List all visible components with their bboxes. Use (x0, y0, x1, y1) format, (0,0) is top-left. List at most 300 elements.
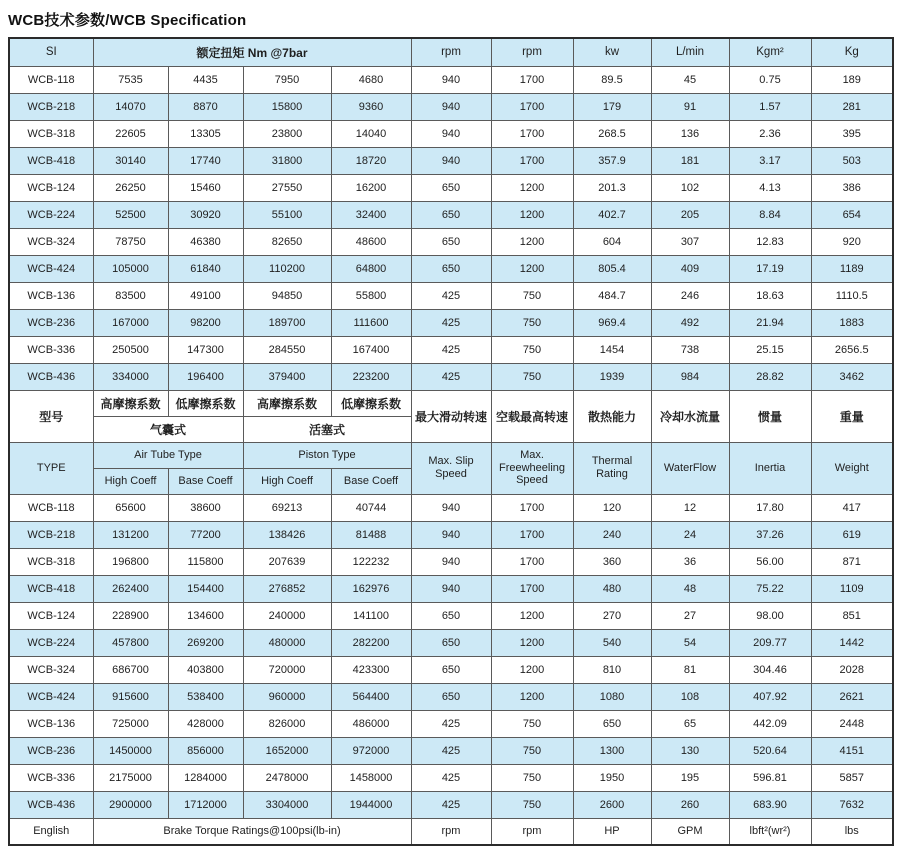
value-cell: 136 (651, 120, 729, 147)
value-cell: 98.00 (729, 602, 811, 629)
value-cell: 69213 (243, 494, 331, 521)
value-cell: 650 (411, 683, 491, 710)
unit-header-cell: L/min (651, 38, 729, 66)
value-cell: 240000 (243, 602, 331, 629)
value-cell: 2900000 (93, 791, 168, 818)
value-cell: 147300 (168, 336, 243, 363)
value-cell: 17.19 (729, 255, 811, 282)
value-cell: 750 (491, 710, 573, 737)
value-cell: 650 (411, 602, 491, 629)
value-cell: 654 (811, 201, 893, 228)
value-cell: 1652000 (243, 737, 331, 764)
value-cell: 425 (411, 737, 491, 764)
value-cell: 1300 (573, 737, 651, 764)
value-cell: 402.7 (573, 201, 651, 228)
value-cell: 120 (573, 494, 651, 521)
value-cell: 15800 (243, 93, 331, 120)
value-cell: 260 (651, 791, 729, 818)
piston-cn-cell: 活塞式 (243, 416, 411, 442)
table-row (9, 548, 893, 575)
value-cell: 61840 (168, 255, 243, 282)
value-cell: 619 (811, 521, 893, 548)
value-cell: 1944000 (331, 791, 411, 818)
value-cell: 246 (651, 282, 729, 309)
value-cell: 1200 (491, 174, 573, 201)
value-cell: 750 (491, 737, 573, 764)
value-cell: 650 (411, 629, 491, 656)
model-cell: WCB-436 (9, 363, 93, 390)
value-cell: 65 (651, 710, 729, 737)
model-cell: WCB-224 (9, 201, 93, 228)
value-cell: 940 (411, 548, 491, 575)
value-cell: 205 (651, 201, 729, 228)
value-cell: 14070 (93, 93, 168, 120)
value-cell: 920 (811, 228, 893, 255)
model-cell: WCB-136 (9, 282, 93, 309)
value-cell: 750 (491, 282, 573, 309)
value-cell: 826000 (243, 710, 331, 737)
table-row (9, 147, 893, 174)
value-cell: 960000 (243, 683, 331, 710)
value-cell: 503 (811, 147, 893, 174)
value-cell: 12 (651, 494, 729, 521)
value-cell: 686700 (93, 656, 168, 683)
value-cell: 28.82 (729, 363, 811, 390)
value-cell: 1442 (811, 629, 893, 656)
value-cell: 3.17 (729, 147, 811, 174)
value-cell: 650 (573, 710, 651, 737)
value-cell: 425 (411, 791, 491, 818)
piston-en-cell: Piston Type (243, 442, 411, 468)
value-cell: 15460 (168, 174, 243, 201)
value-cell: 9360 (331, 93, 411, 120)
value-cell: 1883 (811, 309, 893, 336)
value-cell: 738 (651, 336, 729, 363)
value-cell: 111600 (331, 309, 411, 336)
value-cell: 1200 (491, 228, 573, 255)
value-cell: 4151 (811, 737, 893, 764)
table-row (9, 93, 893, 120)
cn-unit-cell: 冷却水流量 (651, 390, 729, 442)
si-header-cell: SI (9, 38, 93, 66)
value-cell: 30920 (168, 201, 243, 228)
value-cell: 334000 (93, 363, 168, 390)
value-cell: 94850 (243, 282, 331, 309)
mid-header-section (9, 390, 893, 494)
table-row (9, 575, 893, 602)
value-cell: 940 (411, 521, 491, 548)
en-unit-cell: Inertia (729, 442, 811, 494)
value-cell: 1200 (491, 683, 573, 710)
english-label-cell: English (9, 818, 93, 845)
value-cell: 131200 (93, 521, 168, 548)
value-cell: 138426 (243, 521, 331, 548)
value-cell: 228900 (93, 602, 168, 629)
value-cell: 46380 (168, 228, 243, 255)
en-unit-cell: Weight (811, 442, 893, 494)
value-cell: 805.4 (573, 255, 651, 282)
value-cell: 425 (411, 336, 491, 363)
value-cell: 484.7 (573, 282, 651, 309)
low-coeff-cn-cell: 低摩擦系数 (331, 390, 411, 416)
value-cell: 82650 (243, 228, 331, 255)
value-cell: 1700 (491, 548, 573, 575)
value-cell: 520.64 (729, 737, 811, 764)
value-cell: 37.26 (729, 521, 811, 548)
low-coeff-cn-cell: 低摩擦系数 (168, 390, 243, 416)
value-cell: 81488 (331, 521, 411, 548)
value-cell: 1700 (491, 521, 573, 548)
value-cell: 395 (811, 120, 893, 147)
value-cell: 40744 (331, 494, 411, 521)
value-cell: 1284000 (168, 764, 243, 791)
value-cell: 268.5 (573, 120, 651, 147)
value-cell: 750 (491, 764, 573, 791)
value-cell: 1939 (573, 363, 651, 390)
model-cell: WCB-118 (9, 66, 93, 93)
value-cell: 480000 (243, 629, 331, 656)
value-cell: 89.5 (573, 66, 651, 93)
value-cell: 110200 (243, 255, 331, 282)
base-coeff-en-cell: Base Coeff (168, 468, 243, 494)
value-cell: 27550 (243, 174, 331, 201)
value-cell: 122232 (331, 548, 411, 575)
top-header-row (9, 38, 893, 66)
value-cell: 189 (811, 66, 893, 93)
value-cell: 3462 (811, 363, 893, 390)
unit-header-cell: Kgm² (729, 38, 811, 66)
value-cell: 134600 (168, 602, 243, 629)
value-cell: 379400 (243, 363, 331, 390)
value-cell: 940 (411, 147, 491, 174)
model-cell: WCB-124 (9, 602, 93, 629)
value-cell: 276852 (243, 575, 331, 602)
value-cell: 55800 (331, 282, 411, 309)
value-cell: 1200 (491, 629, 573, 656)
value-cell: 650 (411, 201, 491, 228)
brake-torque-ratings-cell: Brake Torque Ratings@100psi(lb-in) (93, 818, 411, 845)
value-cell: 54 (651, 629, 729, 656)
value-cell: 2448 (811, 710, 893, 737)
value-cell: 8870 (168, 93, 243, 120)
value-cell: 26250 (93, 174, 168, 201)
value-cell: 1458000 (331, 764, 411, 791)
table-row (9, 521, 893, 548)
value-cell: 425 (411, 282, 491, 309)
value-cell: 940 (411, 66, 491, 93)
si-data-section (9, 66, 893, 390)
value-cell: 5857 (811, 764, 893, 791)
value-cell: 425 (411, 764, 491, 791)
value-cell: 2028 (811, 656, 893, 683)
table-row (9, 336, 893, 363)
value-cell: 48600 (331, 228, 411, 255)
value-cell: 12.83 (729, 228, 811, 255)
value-cell: 2478000 (243, 764, 331, 791)
value-cell: 1712000 (168, 791, 243, 818)
value-cell: 64800 (331, 255, 411, 282)
wcb-specification-table (8, 37, 894, 846)
table-row (9, 710, 893, 737)
value-cell: 282200 (331, 629, 411, 656)
en-unit-cell: WaterFlow (651, 442, 729, 494)
value-cell: 98200 (168, 309, 243, 336)
rated-torque-header-cell: 额定扭矩 Nm @7bar (93, 38, 411, 66)
value-cell: 940 (411, 494, 491, 521)
value-cell: 154400 (168, 575, 243, 602)
value-cell: 810 (573, 656, 651, 683)
value-cell: 480 (573, 575, 651, 602)
model-cell: WCB-424 (9, 255, 93, 282)
value-cell: 1200 (491, 201, 573, 228)
value-cell: 141100 (331, 602, 411, 629)
value-cell: 22605 (93, 120, 168, 147)
value-cell: 940 (411, 93, 491, 120)
table-row (9, 737, 893, 764)
value-cell: 83500 (93, 282, 168, 309)
value-cell: 1700 (491, 93, 573, 120)
value-cell: 1700 (491, 120, 573, 147)
table-row (9, 629, 893, 656)
value-cell: 307 (651, 228, 729, 255)
model-cell: WCB-424 (9, 683, 93, 710)
value-cell: 223200 (331, 363, 411, 390)
value-cell: 984 (651, 363, 729, 390)
value-cell: 1.57 (729, 93, 811, 120)
air-tube-cn-cell: 气囊式 (93, 416, 243, 442)
value-cell: 115800 (168, 548, 243, 575)
value-cell: 357.9 (573, 147, 651, 174)
value-cell: 81 (651, 656, 729, 683)
unit-cell: lbft²(wr²) (729, 818, 811, 845)
value-cell: 2656.5 (811, 336, 893, 363)
value-cell: 102 (651, 174, 729, 201)
unit-cell: HP (573, 818, 651, 845)
bottom-header-section (9, 818, 893, 845)
value-cell: 48 (651, 575, 729, 602)
value-cell: 56.00 (729, 548, 811, 575)
value-cell: 0.75 (729, 66, 811, 93)
value-cell: 30140 (93, 147, 168, 174)
cn-unit-cell: 最大滑动转速 (411, 390, 491, 442)
value-cell: 2600 (573, 791, 651, 818)
table-row (9, 764, 893, 791)
unit-cell: rpm (491, 818, 573, 845)
table-row (9, 656, 893, 683)
model-cell: WCB-118 (9, 494, 93, 521)
value-cell: 3304000 (243, 791, 331, 818)
value-cell: 284550 (243, 336, 331, 363)
value-cell: 940 (411, 120, 491, 147)
value-cell: 403800 (168, 656, 243, 683)
value-cell: 486000 (331, 710, 411, 737)
model-cell: WCB-324 (9, 656, 93, 683)
value-cell: 7632 (811, 791, 893, 818)
value-cell: 596.81 (729, 764, 811, 791)
value-cell: 2175000 (93, 764, 168, 791)
value-cell: 196800 (93, 548, 168, 575)
value-cell: 650 (411, 656, 491, 683)
model-cell: WCB-218 (9, 93, 93, 120)
value-cell: 407.92 (729, 683, 811, 710)
value-cell: 650 (411, 174, 491, 201)
value-cell: 45 (651, 66, 729, 93)
value-cell: 425 (411, 710, 491, 737)
value-cell: 207639 (243, 548, 331, 575)
value-cell: 750 (491, 309, 573, 336)
value-cell: 683.90 (729, 791, 811, 818)
value-cell: 91 (651, 93, 729, 120)
model-cell: WCB-436 (9, 791, 93, 818)
value-cell: 262400 (93, 575, 168, 602)
value-cell: 1200 (491, 656, 573, 683)
value-cell: 386 (811, 174, 893, 201)
value-cell: 167000 (93, 309, 168, 336)
unit-cell: rpm (411, 818, 491, 845)
en-unit-cell: Thermal Rating (573, 442, 651, 494)
cn-unit-cell: 空载最高转速 (491, 390, 573, 442)
value-cell: 31800 (243, 147, 331, 174)
table-row (9, 174, 893, 201)
model-cell: WCB-418 (9, 575, 93, 602)
value-cell: 750 (491, 363, 573, 390)
value-cell: 189700 (243, 309, 331, 336)
cn-coeff-header-row (9, 390, 893, 416)
value-cell: 209.77 (729, 629, 811, 656)
value-cell: 196400 (168, 363, 243, 390)
value-cell: 425 (411, 309, 491, 336)
value-cell: 162976 (331, 575, 411, 602)
value-cell: 21.94 (729, 309, 811, 336)
table-row (9, 363, 893, 390)
value-cell: 1189 (811, 255, 893, 282)
en-type-header-row (9, 442, 893, 468)
table-row (9, 282, 893, 309)
value-cell: 417 (811, 494, 893, 521)
value-cell: 492 (651, 309, 729, 336)
table-row (9, 120, 893, 147)
value-cell: 856000 (168, 737, 243, 764)
value-cell: 540 (573, 629, 651, 656)
model-cell: WCB-124 (9, 174, 93, 201)
page-title: WCB技术参数/WCB Specification (8, 12, 247, 29)
unit-header-cell: rpm (491, 38, 573, 66)
value-cell: 25.15 (729, 336, 811, 363)
value-cell: 4435 (168, 66, 243, 93)
value-cell: 270 (573, 602, 651, 629)
top-header-section (9, 38, 893, 66)
value-cell: 1110.5 (811, 282, 893, 309)
value-cell: 240 (573, 521, 651, 548)
value-cell: 1700 (491, 494, 573, 521)
value-cell: 720000 (243, 656, 331, 683)
value-cell: 1200 (491, 602, 573, 629)
model-label-cell: 型号 (9, 390, 93, 442)
unit-cell: GPM (651, 818, 729, 845)
value-cell: 201.3 (573, 174, 651, 201)
value-cell: 181 (651, 147, 729, 174)
value-cell: 725000 (93, 710, 168, 737)
value-cell: 250500 (93, 336, 168, 363)
bottom-units-row (9, 818, 893, 845)
table-row (9, 66, 893, 93)
value-cell: 851 (811, 602, 893, 629)
model-cell: WCB-236 (9, 737, 93, 764)
value-cell: 972000 (331, 737, 411, 764)
table-row (9, 201, 893, 228)
base-coeff-en-cell: Base Coeff (331, 468, 411, 494)
value-cell: 18.63 (729, 282, 811, 309)
value-cell: 1454 (573, 336, 651, 363)
value-cell: 1200 (491, 255, 573, 282)
value-cell: 604 (573, 228, 651, 255)
value-cell: 4680 (331, 66, 411, 93)
value-cell: 2.36 (729, 120, 811, 147)
model-cell: WCB-336 (9, 764, 93, 791)
value-cell: 360 (573, 548, 651, 575)
value-cell: 32400 (331, 201, 411, 228)
table-row (9, 683, 893, 710)
unit-header-cell: kw (573, 38, 651, 66)
table-row (9, 791, 893, 818)
value-cell: 425 (411, 363, 491, 390)
value-cell: 564400 (331, 683, 411, 710)
model-cell: WCB-418 (9, 147, 93, 174)
value-cell: 538400 (168, 683, 243, 710)
table-row (9, 255, 893, 282)
high-coeff-cn-cell: 高摩擦系数 (93, 390, 168, 416)
value-cell: 281 (811, 93, 893, 120)
en-unit-cell: Max. Slip Speed (411, 442, 491, 494)
cn-unit-cell: 散热能力 (573, 390, 651, 442)
value-cell: 428000 (168, 710, 243, 737)
model-cell: WCB-218 (9, 521, 93, 548)
value-cell: 650 (411, 228, 491, 255)
value-cell: 969.4 (573, 309, 651, 336)
value-cell: 52500 (93, 201, 168, 228)
value-cell: 442.09 (729, 710, 811, 737)
value-cell: 915600 (93, 683, 168, 710)
value-cell: 750 (491, 336, 573, 363)
value-cell: 1950 (573, 764, 651, 791)
value-cell: 409 (651, 255, 729, 282)
value-cell: 1109 (811, 575, 893, 602)
model-cell: WCB-236 (9, 309, 93, 336)
value-cell: 750 (491, 791, 573, 818)
unit-cell: lbs (811, 818, 893, 845)
value-cell: 23800 (243, 120, 331, 147)
value-cell: 650 (411, 255, 491, 282)
value-cell: 8.84 (729, 201, 811, 228)
value-cell: 77200 (168, 521, 243, 548)
high-coeff-en-cell: High Coeff (93, 468, 168, 494)
value-cell: 7950 (243, 66, 331, 93)
value-cell: 65600 (93, 494, 168, 521)
table-row (9, 228, 893, 255)
table-row (9, 602, 893, 629)
value-cell: 130 (651, 737, 729, 764)
en-unit-cell: Max. Freewheeling Speed (491, 442, 573, 494)
value-cell: 940 (411, 575, 491, 602)
value-cell: 105000 (93, 255, 168, 282)
value-cell: 18720 (331, 147, 411, 174)
model-cell: WCB-336 (9, 336, 93, 363)
english-data-section (9, 494, 893, 818)
high-coeff-en-cell: High Coeff (243, 468, 331, 494)
air-tube-en-cell: Air Tube Type (93, 442, 243, 468)
value-cell: 1700 (491, 147, 573, 174)
cn-unit-cell: 重量 (811, 390, 893, 442)
